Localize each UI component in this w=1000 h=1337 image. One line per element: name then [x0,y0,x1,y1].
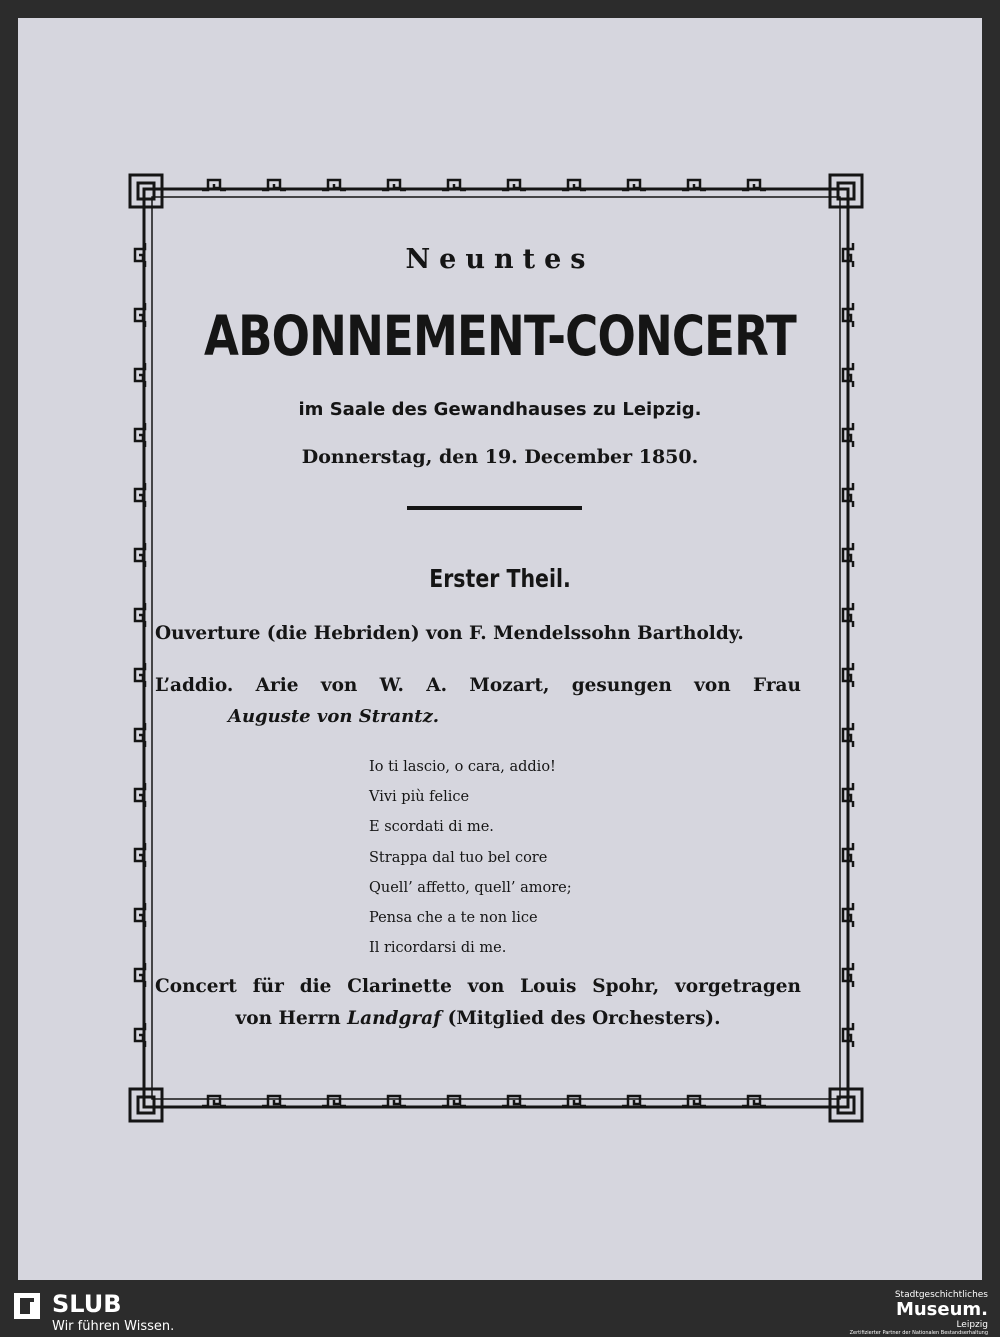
library-tagline: Wir führen Wissen. [52,1319,175,1334]
concert-date: Donnerstag, den 19. December 1850. [301,446,699,468]
museum-city: Leipzig [956,1320,988,1330]
lyrics-line: Quell’ affetto, quell’ amore; [369,879,572,896]
lyrics-line: Pensa che a te non lice [369,910,538,927]
divider [407,506,582,510]
lyrics-line: Strappa dal tuo bel core [369,849,548,866]
library-name: SLUB [52,1290,122,1318]
part-heading: Erster Theil. [429,564,571,593]
slub-logo-icon [14,1293,40,1319]
aria-singer: Auguste von Strantz. [228,706,440,727]
program-item-overture: Ouverture (die Hebriden) von F. Mendelssohn Bartholdy. [155,623,744,644]
lyrics-line: Il ricordarsi di me. [369,940,507,957]
program-item-aria: L’addio. Arie von W. A. Mozart, gesungen von Frau [155,675,801,696]
museum-note: Zertifizierter Partner der Nationalen Bestandserhaltung [849,1330,988,1336]
lyrics-line: Io ti lascio, o cara, addio! [369,759,556,775]
museum-top-line: Stadtgeschichtliches [894,1290,988,1300]
venue-line: im Saale des Gewandhauses zu Leipzig. [298,399,702,420]
lyrics-line: Vivi più felice [369,789,470,806]
poster-sheet [18,18,982,1280]
program-item-concert: Concert für die Clarinette von Louis Spohr, vorgetragen [155,976,801,997]
lyrics-line: E scordati di me. [369,819,494,836]
pre-title: Neuntes [405,244,595,275]
program-item-concert-performer: von Herrn Landgraf (Mitglied des Orchesters). [235,1008,721,1029]
aria-lyrics [369,752,572,963]
museum-name: Museum. [895,1299,988,1320]
page-title: ABONNEMENT-CONCERT [203,304,796,368]
museum-logo [838,1290,988,1337]
